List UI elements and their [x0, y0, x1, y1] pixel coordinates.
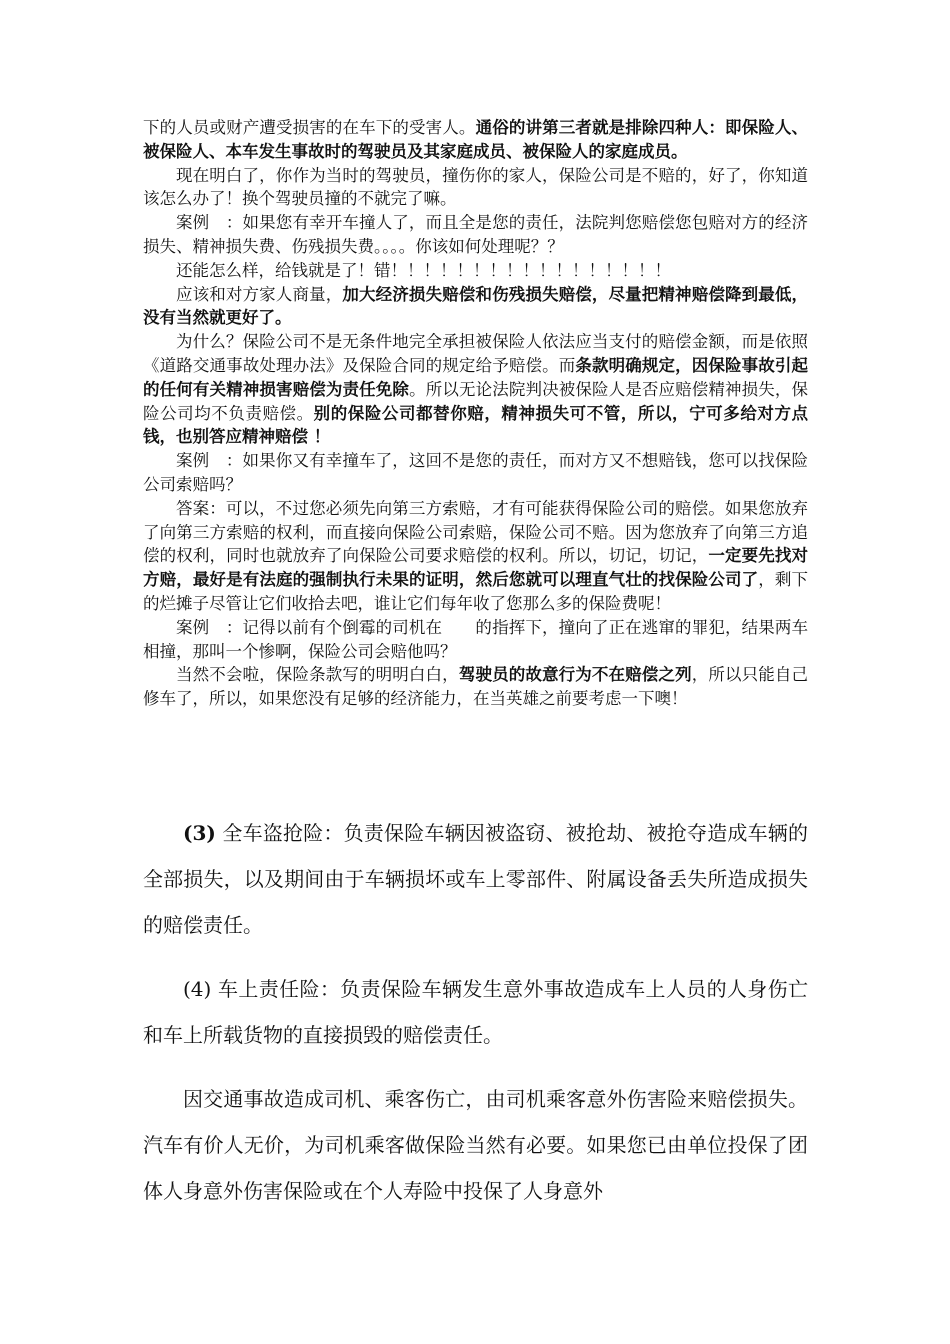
case-section [143, 116, 808, 711]
paragraph-why: 为什么？保险公司不是无条件地完全承担被保险人依法应当支付的赔偿金额，而是依照《道路交通事故处理办法》及保险合同的规定给予赔偿。而条款明确规定，因保险事故引起的任何有关精神损害赔偿为责任免除。所以无论法院判决被保险人是否应赔偿精神损失，保险公司均不负责赔偿。别的保险公司都替你赔，精神损失可不管，所以，宁可多给对方点钱，也别答应精神赔偿 ！ [143, 332, 809, 447]
paragraph-wrong-answer: 还能怎么样，给钱就是了！错！！！！！！！！！！！！！！！！！ [176, 260, 671, 280]
coverage-section [143, 810, 808, 1214]
paragraph-answer-3: 当然不会啦，保险条款写的明明白白，驾驶员的故意行为不在赔偿之列，所以只能自己修车了，所以，如果您没有足够的经济能力，在当英雄之前要考虑一下噢！ [143, 665, 809, 709]
paragraph-case-2: 案例 ：如果你又有幸撞车了，这回不是您的责任，而对方又不想赔钱，您可以找保险公司索赔吗？ [143, 451, 808, 494]
paragraph-negotiate: 应该和对方家人商量，加大经济损失赔偿和伤残损失赔偿，尽量把精神赔偿降到最低，没有当然就更好了。 [143, 284, 809, 328]
paragraph-case-3: 案例 ：记得以前有个倒霉的司机在 的指挥下，撞向了正在逃窜的罪犯，结果两车相撞，那叫一个惨啊，保险公司会赔他吗？ [143, 617, 808, 661]
paragraph-passenger-insurance: 因交通事故造成司机、乘客伤亡，由司机乘客意外伤害险来赔偿损失。汽车有价人无价，为司机乘客做保险当然有必要。如果您已由单位投保了团体人身意外伤害保险或在个人寿险中投保了人身意外 [143, 1087, 808, 1203]
paragraph-driver-note: 现在明白了，你作为当时的驾驶员，撞伤你的家人，保险公司是不赔的，好了，你知道该怎么办了！换个驾驶员撞的不就完了嘛。 [143, 165, 808, 209]
paragraph-theft-insurance: (3) 全车盗抢险：负责保险车辆因被盗窃、被抢劫、被抢夺造成车辆的全部损失，以及期间由于车辆损坏或车上零部件、附属设备丢失所造成损失的赔偿责任。 [143, 821, 808, 937]
paragraph-case-1: 案例 ：如果您有幸开车撞人了，而且全是您的责任，法院判您赔偿您包赔对方的经济损失、精神损失费、伤残损失费。。。。你该如何处理呢？？ [143, 213, 808, 256]
paragraph-onboard-liability: (4) 车上责任险：负责保险车辆发生意外事故造成车上人员的人身伤亡和车上所载货物的直接损毁的赔偿责任。 [143, 977, 808, 1047]
paragraph-third-party-definition: 下的人员或财产遭受损害的在车下的受害人。通俗的讲第三者就是排除四种人：即保险人、被保险人、本车发生事故时的驾驶员及其家庭成员、被保险人的家庭成员。 [143, 118, 809, 161]
paragraph-answer-2: 答案：可以，不过您必须先向第三方索赔，才有可能获得保险公司的赔偿。如果您放弃了向第三方索赔的权利，而直接向保险公司索赔，保险公司不赔。因为您放弃了向第三方追偿的权利，同时也就放弃了向保险公司要求赔偿的权利。所以，切记，切记，一定要先找对方赔，最好是有法庭的强制执行未果的证明，然后您就可以理直气壮的找保险公司了，剩下的烂摊子尽管让它们收拾去吧，谁让它们每年收了您那么多的保险费呢！ [143, 498, 809, 613]
